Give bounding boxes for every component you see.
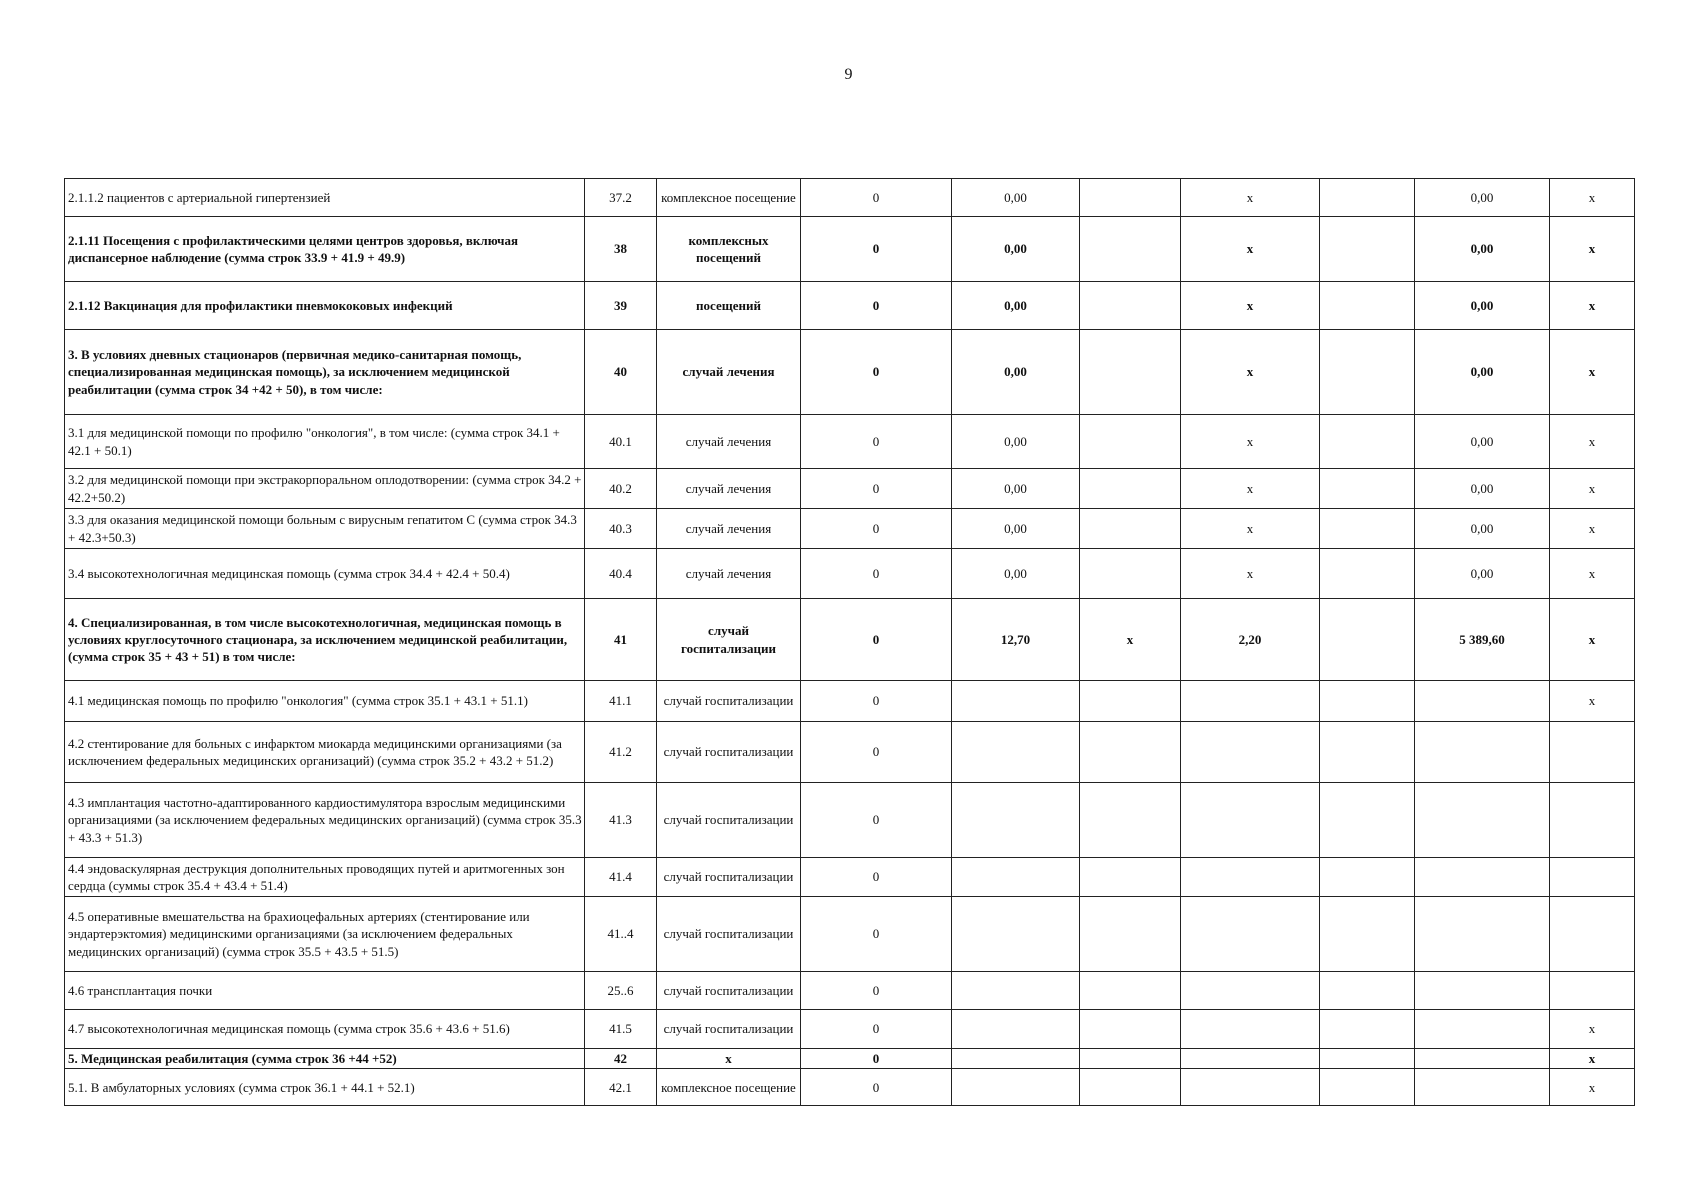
table-row (65, 415, 1635, 469)
unit-cell: случай госпитализации (657, 1010, 801, 1049)
value-col-7-cell: х (1181, 217, 1320, 282)
row-number-cell: 41.2 (585, 722, 657, 783)
indicator-name-cell: 3.3 для оказания медицинской помощи больным с вирусным гепатитом С (сумма строк 34.3 + 42.3+50.3) (65, 509, 585, 549)
value-col-7-cell: 2,20 (1181, 599, 1320, 681)
table-row (65, 330, 1635, 415)
value-col-9-cell (1415, 1010, 1550, 1049)
unit-cell: комплексных посещений (657, 217, 801, 282)
value-col-7-cell (1181, 897, 1320, 972)
unit-cell: х (657, 1049, 801, 1069)
value-col-5-cell: 12,70 (952, 599, 1080, 681)
indicator-name-cell: 2.1.12 Вакцинация для профилактики пневмококовых инфекций (65, 282, 585, 330)
value-col-6-cell (1080, 282, 1181, 330)
value-col-4-cell: 0 (801, 549, 952, 599)
row-number-cell: 40.4 (585, 549, 657, 599)
value-col-10-cell: х (1550, 549, 1635, 599)
unit-cell: случай госпитализации (657, 681, 801, 722)
value-col-7-cell (1181, 1010, 1320, 1049)
value-col-7-cell: х (1181, 549, 1320, 599)
value-col-5-cell: 0,00 (952, 469, 1080, 509)
value-col-8-cell (1320, 783, 1415, 858)
unit-cell: случай госпитализации (657, 897, 801, 972)
value-col-9-cell (1415, 897, 1550, 972)
row-number-cell: 40 (585, 330, 657, 415)
table-row (65, 972, 1635, 1010)
value-col-9-cell (1415, 783, 1550, 858)
value-col-7-cell (1181, 1049, 1320, 1069)
indicator-name-cell: 4.2 стентирование для больных с инфарктом миокарда медицинскими организациями (за исключением федеральных медицинских организаций) (сумма строк 35.2 + 43.2 + 51.2) (65, 722, 585, 783)
table-row (65, 179, 1635, 217)
value-col-10-cell: х (1550, 599, 1635, 681)
unit-cell: комплексное посещение (657, 1069, 801, 1106)
value-col-10-cell: х (1550, 330, 1635, 415)
row-number-cell: 40.3 (585, 509, 657, 549)
indicator-name-cell: 2.1.11 Посещения с профилактическими целями центров здоровья, включая диспансерное наблюдение (сумма строк 33.9 + 41.9 + 49.9) (65, 217, 585, 282)
value-col-7-cell: х (1181, 282, 1320, 330)
value-col-7-cell: х (1181, 415, 1320, 469)
value-col-8-cell (1320, 722, 1415, 783)
indicator-name-cell: 4.3 имплантация частотно-адаптированного кардиостимулятора взрослым медицинскими организациями (за исключением федеральных медицинских организаций) (сумма строк 35.3 + 43.3 + 51.3) (65, 783, 585, 858)
value-col-5-cell: 0,00 (952, 549, 1080, 599)
value-col-8-cell (1320, 549, 1415, 599)
row-number-cell: 38 (585, 217, 657, 282)
value-col-10-cell: х (1550, 509, 1635, 549)
indicator-name-cell: 4.6 трансплантация почки (65, 972, 585, 1010)
value-col-7-cell (1181, 681, 1320, 722)
table-row (65, 549, 1635, 599)
row-number-cell: 41.3 (585, 783, 657, 858)
unit-cell: случай госпитализации (657, 599, 801, 681)
value-col-6-cell (1080, 415, 1181, 469)
table-row (65, 897, 1635, 972)
indicator-name-cell: 5.1. В амбулаторных условиях (сумма строк 36.1 + 44.1 + 52.1) (65, 1069, 585, 1106)
row-number-cell: 41.5 (585, 1010, 657, 1049)
indicator-name-cell: 4.4 эндоваскулярная деструкция дополнительных проводящих путей и аритмогенных зон сердца (суммы строк 35.4 + 43.4 + 51.4) (65, 858, 585, 897)
value-col-8-cell (1320, 972, 1415, 1010)
value-col-10-cell: х (1550, 681, 1635, 722)
value-col-5-cell: 0,00 (952, 282, 1080, 330)
value-col-5-cell (952, 1049, 1080, 1069)
value-col-8-cell (1320, 1049, 1415, 1069)
unit-cell: случай госпитализации (657, 722, 801, 783)
table-row (65, 599, 1635, 681)
value-col-4-cell: 0 (801, 897, 952, 972)
value-col-6-cell (1080, 897, 1181, 972)
value-col-7-cell: х (1181, 330, 1320, 415)
value-col-6-cell (1080, 509, 1181, 549)
row-number-cell: 42 (585, 1049, 657, 1069)
value-col-5-cell (952, 1010, 1080, 1049)
unit-cell: случай лечения (657, 415, 801, 469)
value-col-9-cell: 0,00 (1415, 282, 1550, 330)
value-col-10-cell (1550, 897, 1635, 972)
value-col-9-cell: 5 389,60 (1415, 599, 1550, 681)
value-col-6-cell (1080, 858, 1181, 897)
value-col-6-cell (1080, 1049, 1181, 1069)
value-col-4-cell: 0 (801, 509, 952, 549)
value-col-5-cell: 0,00 (952, 509, 1080, 549)
row-number-cell: 37.2 (585, 179, 657, 217)
value-col-6-cell (1080, 1069, 1181, 1106)
value-col-7-cell: х (1181, 509, 1320, 549)
value-col-9-cell (1415, 722, 1550, 783)
value-col-8-cell (1320, 509, 1415, 549)
value-col-4-cell: 0 (801, 858, 952, 897)
value-col-6-cell (1080, 179, 1181, 217)
value-col-5-cell: 0,00 (952, 217, 1080, 282)
indicator-name-cell: 2.1.1.2 пациентов с артериальной гипертензией (65, 179, 585, 217)
indicator-name-cell: 3. В условиях дневных стационаров (первичная медико-санитарная помощь, специализированная медицинская помощь), за исключением медицинской реабилитации (сумма строк 34 +42 + 50), в том числе: (65, 330, 585, 415)
table-row (65, 1049, 1635, 1069)
value-col-10-cell (1550, 972, 1635, 1010)
value-col-8-cell (1320, 469, 1415, 509)
value-col-9-cell (1415, 972, 1550, 1010)
value-col-6-cell (1080, 330, 1181, 415)
value-col-8-cell (1320, 681, 1415, 722)
value-col-4-cell: 0 (801, 972, 952, 1010)
value-col-9-cell (1415, 1069, 1550, 1106)
value-col-6-cell (1080, 681, 1181, 722)
value-col-5-cell (952, 783, 1080, 858)
table-row (65, 509, 1635, 549)
row-number-cell: 40.2 (585, 469, 657, 509)
unit-cell: случай лечения (657, 330, 801, 415)
value-col-9-cell: 0,00 (1415, 469, 1550, 509)
value-col-6-cell (1080, 217, 1181, 282)
value-col-10-cell: х (1550, 1069, 1635, 1106)
value-col-10-cell (1550, 722, 1635, 783)
unit-cell: случай госпитализации (657, 783, 801, 858)
value-col-6-cell (1080, 469, 1181, 509)
value-col-10-cell (1550, 858, 1635, 897)
value-col-5-cell (952, 681, 1080, 722)
indicator-name-cell: 4. Специализированная, в том числе высокотехнологичная, медицинская помощь в условиях круглосуточного стационара, за исключением медицинской реабилитации, (сумма строк 35 + 43 + 51) в том числе: (65, 599, 585, 681)
value-col-9-cell: 0,00 (1415, 217, 1550, 282)
value-col-4-cell: 0 (801, 217, 952, 282)
unit-cell: случай госпитализации (657, 972, 801, 1010)
value-col-6-cell (1080, 972, 1181, 1010)
value-col-9-cell (1415, 1049, 1550, 1069)
value-col-7-cell (1181, 972, 1320, 1010)
table-row (65, 722, 1635, 783)
table-row (65, 681, 1635, 722)
value-col-4-cell: 0 (801, 722, 952, 783)
value-col-4-cell: 0 (801, 599, 952, 681)
table-body (65, 179, 1635, 1106)
value-col-9-cell: 0,00 (1415, 415, 1550, 469)
value-col-9-cell (1415, 681, 1550, 722)
value-col-4-cell: 0 (801, 1010, 952, 1049)
row-number-cell: 41.1 (585, 681, 657, 722)
unit-cell: комплексное посещение (657, 179, 801, 217)
value-col-5-cell: 0,00 (952, 179, 1080, 217)
table-row (65, 1010, 1635, 1049)
value-col-7-cell (1181, 722, 1320, 783)
value-col-6-cell (1080, 783, 1181, 858)
value-col-4-cell: 0 (801, 783, 952, 858)
value-col-9-cell: 0,00 (1415, 179, 1550, 217)
value-col-10-cell: х (1550, 282, 1635, 330)
value-col-6-cell (1080, 1010, 1181, 1049)
value-col-10-cell (1550, 783, 1635, 858)
value-col-4-cell: 0 (801, 1049, 952, 1069)
table-row (65, 783, 1635, 858)
table-row (65, 282, 1635, 330)
value-col-4-cell: 0 (801, 282, 952, 330)
value-col-8-cell (1320, 858, 1415, 897)
value-col-7-cell: х (1181, 469, 1320, 509)
value-col-4-cell: 0 (801, 469, 952, 509)
value-col-8-cell (1320, 330, 1415, 415)
value-col-8-cell (1320, 282, 1415, 330)
value-col-10-cell: х (1550, 1049, 1635, 1069)
value-col-4-cell: 0 (801, 330, 952, 415)
value-col-5-cell: 0,00 (952, 415, 1080, 469)
value-col-4-cell: 0 (801, 415, 952, 469)
indicator-name-cell: 3.4 высокотехнологичная медицинская помощь (сумма строк 34.4 + 42.4 + 50.4) (65, 549, 585, 599)
indicator-name-cell: 4.5 оперативные вмешательства на брахиоцефальных артериях (стентирование или эндартерэктомия) медицинскими организациями (за исключением федеральных медицинских организаций) (сумма строк 35.5 + 43.5 + 51.5) (65, 897, 585, 972)
value-col-5-cell (952, 1069, 1080, 1106)
row-number-cell: 42.1 (585, 1069, 657, 1106)
value-col-6-cell: х (1080, 599, 1181, 681)
value-col-8-cell (1320, 415, 1415, 469)
value-col-4-cell: 0 (801, 1069, 952, 1106)
value-col-6-cell (1080, 549, 1181, 599)
value-col-5-cell (952, 972, 1080, 1010)
value-col-9-cell: 0,00 (1415, 509, 1550, 549)
row-number-cell: 39 (585, 282, 657, 330)
value-col-7-cell (1181, 858, 1320, 897)
value-col-9-cell (1415, 858, 1550, 897)
row-number-cell: 41.4 (585, 858, 657, 897)
value-col-4-cell: 0 (801, 179, 952, 217)
value-col-5-cell: 0,00 (952, 330, 1080, 415)
row-number-cell: 41 (585, 599, 657, 681)
indicator-name-cell: 4.7 высокотехнологичная медицинская помощь (сумма строк 35.6 + 43.6 + 51.6) (65, 1010, 585, 1049)
value-col-8-cell (1320, 897, 1415, 972)
row-number-cell: 41..4 (585, 897, 657, 972)
unit-cell: случай лечения (657, 469, 801, 509)
value-col-10-cell: х (1550, 1010, 1635, 1049)
value-col-5-cell (952, 897, 1080, 972)
value-col-10-cell: х (1550, 179, 1635, 217)
value-col-9-cell: 0,00 (1415, 330, 1550, 415)
value-col-8-cell (1320, 599, 1415, 681)
row-number-cell: 40.1 (585, 415, 657, 469)
value-col-10-cell: х (1550, 415, 1635, 469)
row-number-cell: 25..6 (585, 972, 657, 1010)
unit-cell: случай лечения (657, 549, 801, 599)
value-col-8-cell (1320, 217, 1415, 282)
table-row (65, 217, 1635, 282)
value-col-5-cell (952, 722, 1080, 783)
indicator-name-cell: 4.1 медицинская помощь по профилю "онкология" (сумма строк 35.1 + 43.1 + 51.1) (65, 681, 585, 722)
unit-cell: посещений (657, 282, 801, 330)
value-col-10-cell: х (1550, 217, 1635, 282)
value-col-4-cell: 0 (801, 681, 952, 722)
value-col-8-cell (1320, 1069, 1415, 1106)
value-col-8-cell (1320, 1010, 1415, 1049)
value-col-7-cell (1181, 1069, 1320, 1106)
indicator-name-cell: 3.1 для медицинской помощи по профилю "онкология", в том числе: (сумма строк 34.1 + 42.1 + 50.1) (65, 415, 585, 469)
table-row (65, 858, 1635, 897)
value-col-8-cell (1320, 179, 1415, 217)
value-col-7-cell (1181, 783, 1320, 858)
unit-cell: случай лечения (657, 509, 801, 549)
table-row (65, 1069, 1635, 1106)
indicator-name-cell: 5. Медицинская реабилитация (сумма строк 36 +44 +52) (65, 1049, 585, 1069)
value-col-7-cell: х (1181, 179, 1320, 217)
value-col-5-cell (952, 858, 1080, 897)
page-number: 9 (844, 66, 853, 83)
value-col-6-cell (1080, 722, 1181, 783)
table-row (65, 469, 1635, 509)
tariff-table (64, 178, 1635, 1106)
value-col-9-cell: 0,00 (1415, 549, 1550, 599)
value-col-10-cell: х (1550, 469, 1635, 509)
unit-cell: случай госпитализации (657, 858, 801, 897)
indicator-name-cell: 3.2 для медицинской помощи при экстракорпоральном оплодотворении: (сумма строк 34.2 + 42.2+50.2) (65, 469, 585, 509)
